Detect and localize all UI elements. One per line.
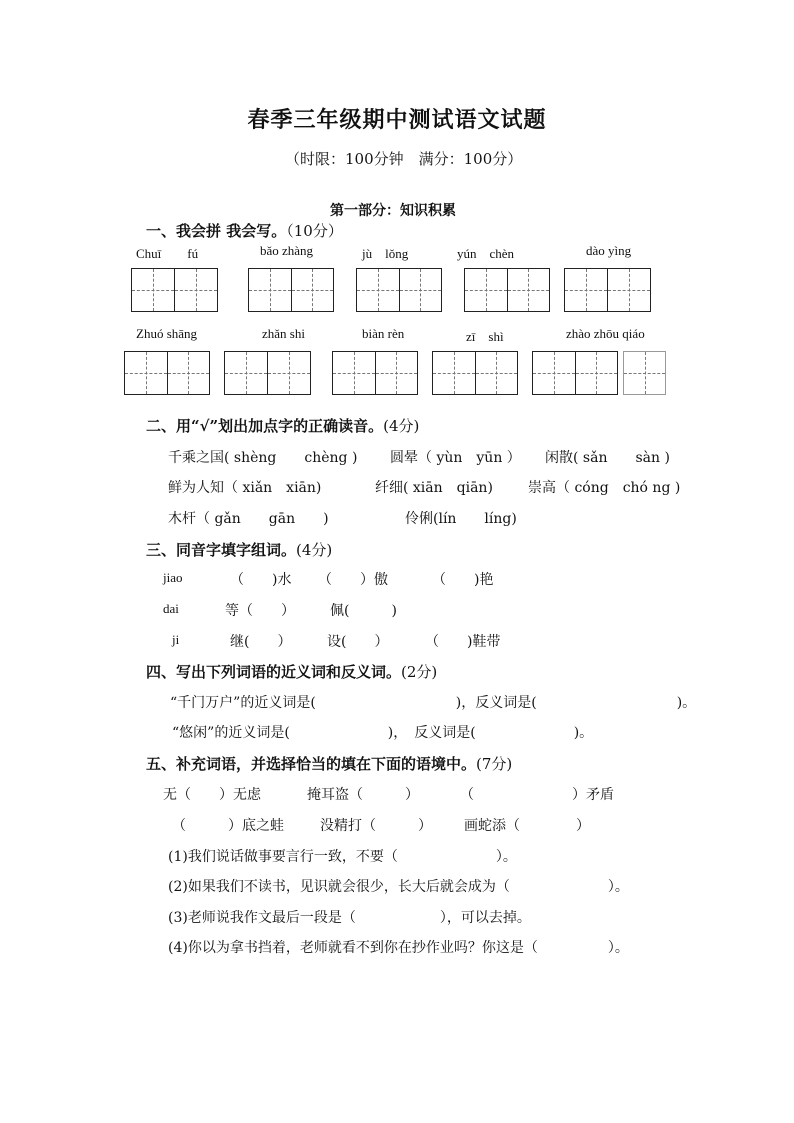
section-3-heading: 三、同音字填字组词。(4分) bbox=[146, 541, 333, 559]
fill-item: 等（ ） bbox=[225, 603, 295, 619]
pinyin-label: bǎo zhàng bbox=[260, 243, 314, 258]
pinyin-label: zhào zhōu qiáo bbox=[566, 326, 645, 341]
reading-item: 千乘之国( shèng chèng ) bbox=[168, 450, 358, 466]
idiom-item: （ ）矛盾 bbox=[460, 787, 614, 803]
writing-grid[interactable] bbox=[131, 268, 218, 312]
reading-item: 木杆（ gǎn gān ) bbox=[168, 511, 329, 527]
idiom-item: 无（ ）无虑 bbox=[163, 787, 261, 803]
idiom-item: 没精打（ ） bbox=[320, 818, 432, 834]
idiom-item: 掩耳盗（ ） bbox=[307, 787, 419, 803]
section-1-heading: 一、我会拼 我会写。（10分） bbox=[146, 222, 343, 240]
fill-item: （ )鞋带 bbox=[425, 634, 501, 650]
writing-grid[interactable] bbox=[248, 268, 334, 312]
exam-info: （时限：100分钟 满分：100分） bbox=[285, 150, 523, 168]
reading-item: 鲜为人知（ xiǎn xiān) bbox=[168, 480, 322, 496]
reading-item: 闲散( sǎn sàn ) bbox=[545, 450, 670, 466]
pinyin-label: jù lǒng bbox=[362, 246, 409, 261]
homophone-pinyin: ji bbox=[172, 632, 180, 647]
fill-item: （ )水 bbox=[230, 572, 292, 588]
writing-grid[interactable] bbox=[532, 351, 618, 395]
synonym-antonym-line: “千门万户”的近义词是( )，反义词是( )。 bbox=[170, 695, 697, 711]
fill-item: 佩( ) bbox=[330, 603, 397, 619]
idiom-item: （ ）底之蛙 bbox=[172, 818, 284, 834]
pinyin-label: Zhuó shāng bbox=[136, 326, 198, 341]
writing-grid[interactable] bbox=[432, 351, 518, 395]
fill-item: （ )艳 bbox=[432, 572, 494, 588]
context-sentence: (3)老师说我作文最后一段是（ ），可以去掉。 bbox=[168, 910, 531, 926]
context-sentence: (1)我们说话做事要言行一致，不要（ ）。 bbox=[168, 849, 517, 865]
writing-grid[interactable] bbox=[224, 351, 311, 395]
page-title: 春季三年级期中测试语文试题 bbox=[247, 107, 547, 133]
writing-grid[interactable] bbox=[564, 268, 651, 312]
writing-grid[interactable] bbox=[124, 351, 210, 395]
reading-item: 纤细( xiān qiān) bbox=[375, 480, 493, 496]
context-sentence: (2)如果我们不读书，见识就会很少，长大后就会成为（ ）。 bbox=[168, 879, 629, 895]
homophone-pinyin: dai bbox=[163, 601, 179, 616]
context-sentence: (4)你以为拿书挡着，老师就看不到你在抄作业吗？你这是（ ）。 bbox=[168, 940, 629, 956]
pinyin-label: dào yìng bbox=[586, 243, 632, 258]
writing-grid[interactable] bbox=[623, 351, 666, 395]
reading-item: 圆晕（ yùn yūn ） bbox=[390, 450, 521, 466]
section-2-heading: 二、用“√”划出加点字的正确读音。(4分) bbox=[146, 417, 420, 435]
pinyin-label: biàn rèn bbox=[362, 326, 405, 341]
pinyin-label: yún chèn bbox=[457, 246, 515, 261]
reading-item: 崇高（ cóng chó ng ) bbox=[528, 480, 681, 496]
writing-grid[interactable] bbox=[332, 351, 418, 395]
writing-grid[interactable] bbox=[464, 268, 550, 312]
section-5-heading: 五、补充词语，并选择恰当的填在下面的语境中。(7分) bbox=[146, 755, 513, 773]
homophone-pinyin: jiao bbox=[163, 570, 183, 585]
synonym-antonym-line: “悠闲”的近义词是( )， 反义词是( )。 bbox=[172, 725, 594, 741]
fill-item: 设( ） bbox=[327, 634, 389, 650]
fill-item: （ ）傲 bbox=[318, 572, 388, 588]
writing-grid[interactable] bbox=[356, 268, 442, 312]
pinyin-label: zī shì bbox=[466, 329, 504, 344]
pinyin-label: zhǎn shi bbox=[262, 326, 305, 341]
pinyin-label: Chuī fú bbox=[136, 246, 199, 261]
reading-item: 伶俐(lín líng) bbox=[405, 511, 517, 527]
part-heading: 第一部分：知识积累 bbox=[330, 203, 456, 219]
fill-item: 继( ） bbox=[230, 634, 292, 650]
idiom-item: 画蛇添（ ） bbox=[464, 818, 590, 834]
section-4-heading: 四、写出下列词语的近义词和反义词。(2分) bbox=[146, 663, 438, 681]
